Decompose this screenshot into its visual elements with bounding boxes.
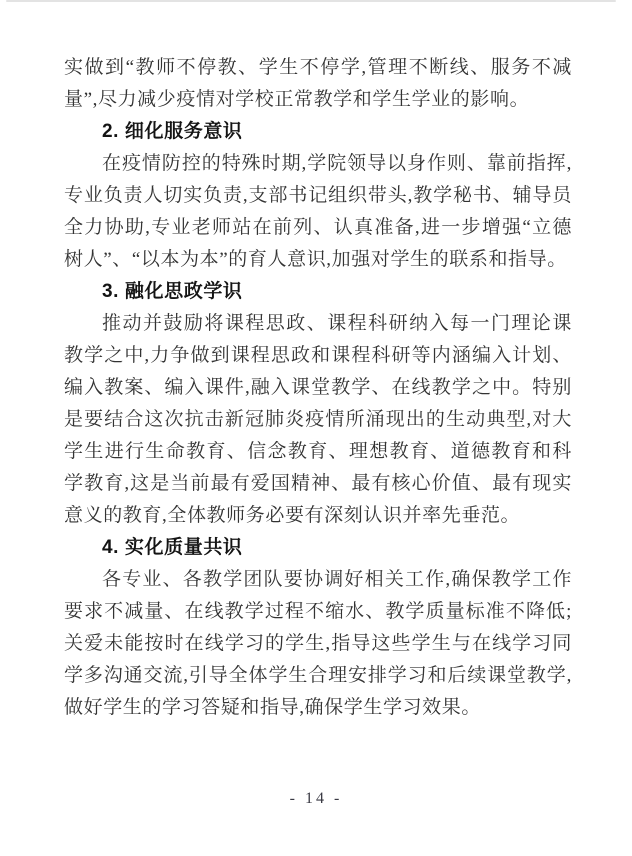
scan-edge-artifact (6, 0, 616, 2)
section-heading-2: 2. 细化服务意识 (102, 121, 243, 142)
paragraph-continuation: 实做到“教师不停教、学生不停学,管理不断线、服务不减量”,尽力减少疫情对学校正常教学和学生学业的影响。 (64, 57, 572, 110)
paragraph-section-2: 在疫情防控的特殊时期,学院领导以身作则、靠前指挥,专业负责人切实负责,支部书记组织带头,教学秘书、辅导员全力协助,专业老师站在前列、认真准备,进一步增强“立德树人”、“以本为本”的育人意识,加强对学生的联系和指导。 (64, 153, 572, 270)
page-number: - 14 - (289, 790, 343, 807)
paragraph-section-3: 推动并鼓励将课程思政、课程科研纳入每一门理论课教学之中,力争做到课程思政和课程科研等内涵编入计划、编入教案、编入课件,融入课堂教学、在线教学之中。特别是要结合这次抗击新冠肺炎疫情所涌现出的生动典型,对大学生进行生命教育、信念教育、理想教育、道德教育和科学教育,这是当前最有爱国精神、最有核心价值、最有现实意义的教育,全体教师务必要有深刻认识并率先垂范。 (64, 313, 572, 526)
section-heading-3: 3. 融化思政学识 (102, 281, 243, 302)
section-heading-4: 4. 实化质量共识 (102, 537, 243, 558)
paragraph-section-4: 各专业、各教学团队要协调好相关工作,确保教学工作要求不减量、在线教学过程不缩水、教学质量标准不降低;关爱未能按时在线学习的学生,指导这些学生与在线学习同学多沟通交流,引导全体学生合理安排学习和后续课堂教学,做好学生的学习答疑和指导,确保学生学习效果。 (64, 569, 572, 718)
page-content (64, 52, 572, 724)
